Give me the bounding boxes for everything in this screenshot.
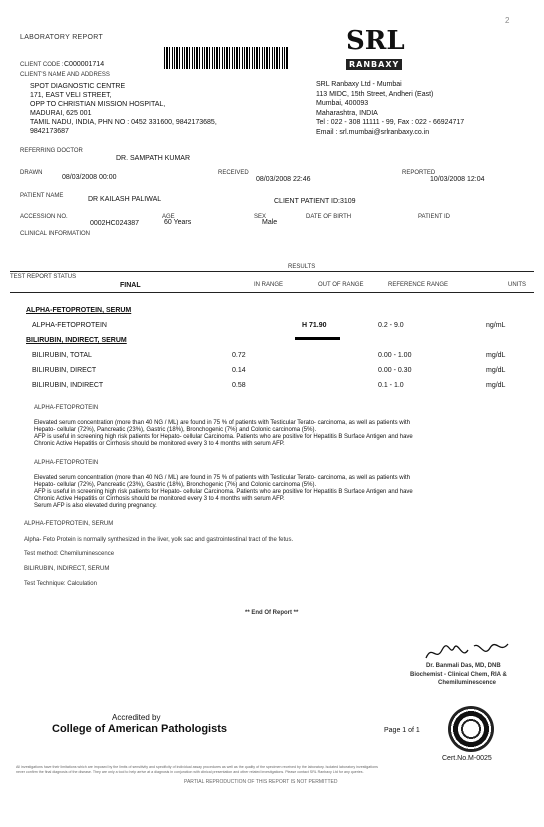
client-line: 9842173687 bbox=[30, 128, 69, 135]
signature-icon bbox=[424, 640, 514, 664]
client-line: OPP TO CHRISTIAN MISSION HOSPITAL, bbox=[30, 101, 166, 108]
in-range-value: 0.14 bbox=[232, 367, 246, 374]
lab-line: SRL Ranbaxy Ltd - Mumbai bbox=[316, 81, 402, 88]
note-line: AFP is useful in screening high risk patients for Hepato- cellular Carcinoma. Patients who are positive for Hepatitis B Surface Antigen and have bbox=[34, 489, 413, 495]
reported-date: 10/03/2008 12:04 bbox=[430, 176, 485, 183]
client-line: 171, EAST VELI STREET, bbox=[30, 92, 112, 99]
reference-range: 0.00 - 1.00 bbox=[378, 352, 412, 359]
client-line: TAMIL NADU, INDIA, PHN NO : 0452 331600, 9842173685, bbox=[30, 119, 217, 126]
disclaimer-line: never confirm the final diagnosis of the disease. They are only a tool to help arrive at a diagnosis in conjunction with clinical presentation and other related investigations. Please contact SRL Ranbaxy Ltd for any queries. bbox=[16, 770, 364, 774]
test-method: Test method: Chemiluminescence bbox=[24, 551, 115, 557]
logo-ranbaxy-text: RANBAXY bbox=[346, 59, 402, 70]
note-line: Hepato- cellular (72%), Pancreatic (23%), Gastric (18%), Bronchogenic (7%) and Colonic carcinoma (5%). bbox=[34, 482, 317, 488]
status-label: TEST REPORT STATUS bbox=[10, 274, 77, 280]
reference-range: 0.00 - 0.30 bbox=[378, 367, 412, 374]
end-of-report: ** End Of Report ** bbox=[245, 610, 299, 616]
received-label: RECEIVED bbox=[218, 170, 249, 176]
unit: mg/dL bbox=[486, 382, 506, 389]
cert-number: Cert.No.M-0025 bbox=[442, 755, 492, 762]
report-title: LABORATORY REPORT bbox=[20, 34, 104, 41]
lab-address bbox=[316, 80, 464, 137]
note-title: BILIRUBIN, INDIRECT, SERUM bbox=[24, 566, 110, 572]
note-line: Hepato- cellular (72%), Pancreatic (23%), Gastric (18%), Bronchogenic (7%) and Colonic carcinoma (5%). bbox=[34, 427, 317, 433]
note-line: Chronic Active Hepatitis or Cirrhosis should be monitored every 3 to 4 months with serum AFP. bbox=[34, 441, 285, 447]
lab-line: Mumbai, 400093 bbox=[316, 100, 369, 107]
reported-label: REPORTED bbox=[402, 170, 436, 176]
disclaimer-line: All investigations have their limitations which are imposed by the limits of sensitivity and specificity of individual assay procedures as well as the quality of the specimen received by the laboratory. Isolated laboratory investigations bbox=[16, 765, 378, 769]
drawn-label: DRAWN bbox=[20, 170, 43, 176]
reference-range: 0.2 - 9.0 bbox=[378, 322, 404, 329]
client-line: MADURAI, 625 001 bbox=[30, 110, 92, 117]
test-technique: Test Technique: Calculation bbox=[24, 581, 97, 587]
doctor-name: Dr. Banmali Das, MD, DNB bbox=[426, 663, 501, 669]
note-title: ALPHA-FETOPROTEIN, SERUM bbox=[24, 521, 114, 527]
accredited-label: Accredited by bbox=[112, 713, 161, 722]
divider bbox=[10, 271, 534, 272]
note-title: ALPHA-FETOPROTEIN bbox=[34, 460, 99, 466]
doctor-role: Biochemist - Clinical Chem, RIA & bbox=[410, 672, 507, 678]
page-mark: 2 bbox=[505, 16, 510, 25]
patient-name: DR KAILASH PALIWAL bbox=[88, 196, 162, 203]
lab-line: 113 MIDC, 15th Street, Andheri (East) bbox=[316, 90, 434, 98]
barcode bbox=[164, 47, 288, 69]
age-value: 60 Years bbox=[164, 219, 192, 226]
srl-ranbaxy-logo bbox=[346, 26, 408, 69]
unit: ng/mL bbox=[486, 322, 506, 329]
client-code: C000001714 bbox=[64, 61, 105, 68]
reproduction-notice: PARTIAL REPRODUCTION OF THIS REPORT IS NOT PERMITTED bbox=[184, 779, 338, 785]
cap-name: College of American Pathologists bbox=[52, 723, 228, 735]
results-label: RESULTS bbox=[288, 264, 316, 270]
lab-line: Tel : 022 - 308 11111 - 99, Fax : 022 - 66924717 bbox=[316, 119, 465, 126]
received-date: 08/03/2008 22:46 bbox=[256, 176, 311, 183]
test-name: BILIRUBIN, INDIRECT bbox=[32, 382, 104, 389]
unit: mg/dL bbox=[486, 367, 506, 374]
status-value: FINAL bbox=[120, 282, 141, 289]
patient-id-label: PATIENT ID bbox=[418, 214, 451, 220]
in-range-header: IN RANGE bbox=[254, 282, 284, 288]
note-line: AFP is useful in screening high risk patients for Hepato- cellular Carcinoma. Patients who are positive for Hepatitis B Surface Antigen and have bbox=[34, 434, 413, 440]
note-line: Elevated serum concentration (more than 40 NG / ML) are found in 75 % of patients with Testicular Terato- carcinoma, as well as patients with bbox=[34, 475, 410, 481]
test-name: ALPHA-FETOPROTEIN bbox=[32, 322, 107, 329]
divider bbox=[10, 292, 534, 293]
test-name: BILIRUBIN, TOTAL bbox=[32, 352, 92, 359]
lab-line: Maharashtra, INDIA bbox=[316, 109, 378, 117]
section-title: ALPHA-FETOPROTEIN, SERUM bbox=[26, 307, 132, 314]
lab-line: Email : srl.mumbai@srlranbaxy.co.in bbox=[316, 128, 430, 136]
out-range-header: OUT OF RANGE bbox=[318, 282, 364, 288]
client-patient-id: CLIENT PATIENT ID:3109 bbox=[274, 198, 356, 205]
patient-name-label: PATIENT NAME bbox=[20, 193, 64, 199]
accession-number: 0002HC024387 bbox=[90, 220, 140, 227]
clinical-info-label: CLINICAL INFORMATION bbox=[20, 231, 91, 237]
client-line: SPOT DIAGNOSTIC CENTRE bbox=[30, 83, 126, 90]
note-text: Alpha- Feto Protein is normally synthesized in the liver, yolk sac and gastrointestinal tract of the fetus. bbox=[24, 537, 294, 543]
sex-value: Male bbox=[262, 219, 278, 226]
note-line: Serum AFP is also elevated during pregnancy. bbox=[34, 503, 157, 509]
doctor-role: Chemiluminescence bbox=[438, 680, 497, 686]
sex-label: SEX bbox=[254, 214, 267, 220]
accession-label: ACCESSION NO. bbox=[20, 214, 68, 220]
client-name-label: CLIENT'S NAME AND ADDRESS bbox=[20, 72, 110, 78]
referring-doctor: DR. SAMPATH KUMAR bbox=[116, 155, 191, 162]
units-header: UNITS bbox=[508, 282, 526, 288]
referring-doctor-label: REFERRING DOCTOR bbox=[20, 148, 83, 154]
note-line: Chronic Active Hepatitis or Cirrhosis should be monitored every 3 to 4 months with serum AFP. bbox=[34, 496, 285, 502]
out-of-range-value: H 71.90 bbox=[302, 322, 327, 329]
logo-srl-text: SRL bbox=[346, 26, 405, 56]
test-name: BILIRUBIN, DIRECT bbox=[32, 367, 97, 374]
unit: mg/dL bbox=[486, 352, 506, 359]
in-range-value: 0.58 bbox=[232, 382, 246, 389]
note-paragraph bbox=[34, 420, 534, 448]
dob-label: DATE OF BIRTH bbox=[306, 214, 352, 220]
drawn-date: 08/03/2008 00:00 bbox=[62, 174, 117, 181]
ref-range-header: REFERENCE RANGE bbox=[388, 282, 449, 288]
page-number: Page 1 of 1 bbox=[384, 727, 420, 734]
note-line: Elevated serum concentration (more than 40 NG / ML) are found in 75 % of patients with Testicular Terato- carcinoma, as well as patients with bbox=[34, 420, 410, 426]
age-label: AGE bbox=[162, 214, 175, 220]
note-paragraph bbox=[34, 475, 534, 510]
disclaimer bbox=[16, 765, 536, 775]
section-title: BILIRUBIN, INDIRECT, SERUM bbox=[26, 337, 127, 344]
in-range-value: 0.72 bbox=[232, 352, 246, 359]
client-code-label: CLIENT CODE : bbox=[20, 62, 64, 68]
reference-range: 0.1 - 1.0 bbox=[378, 382, 404, 389]
flag-underline bbox=[295, 337, 340, 340]
note-title: ALPHA-FETOPROTEIN bbox=[34, 405, 99, 411]
accreditation-seal-icon bbox=[448, 706, 494, 752]
client-address bbox=[30, 82, 217, 136]
